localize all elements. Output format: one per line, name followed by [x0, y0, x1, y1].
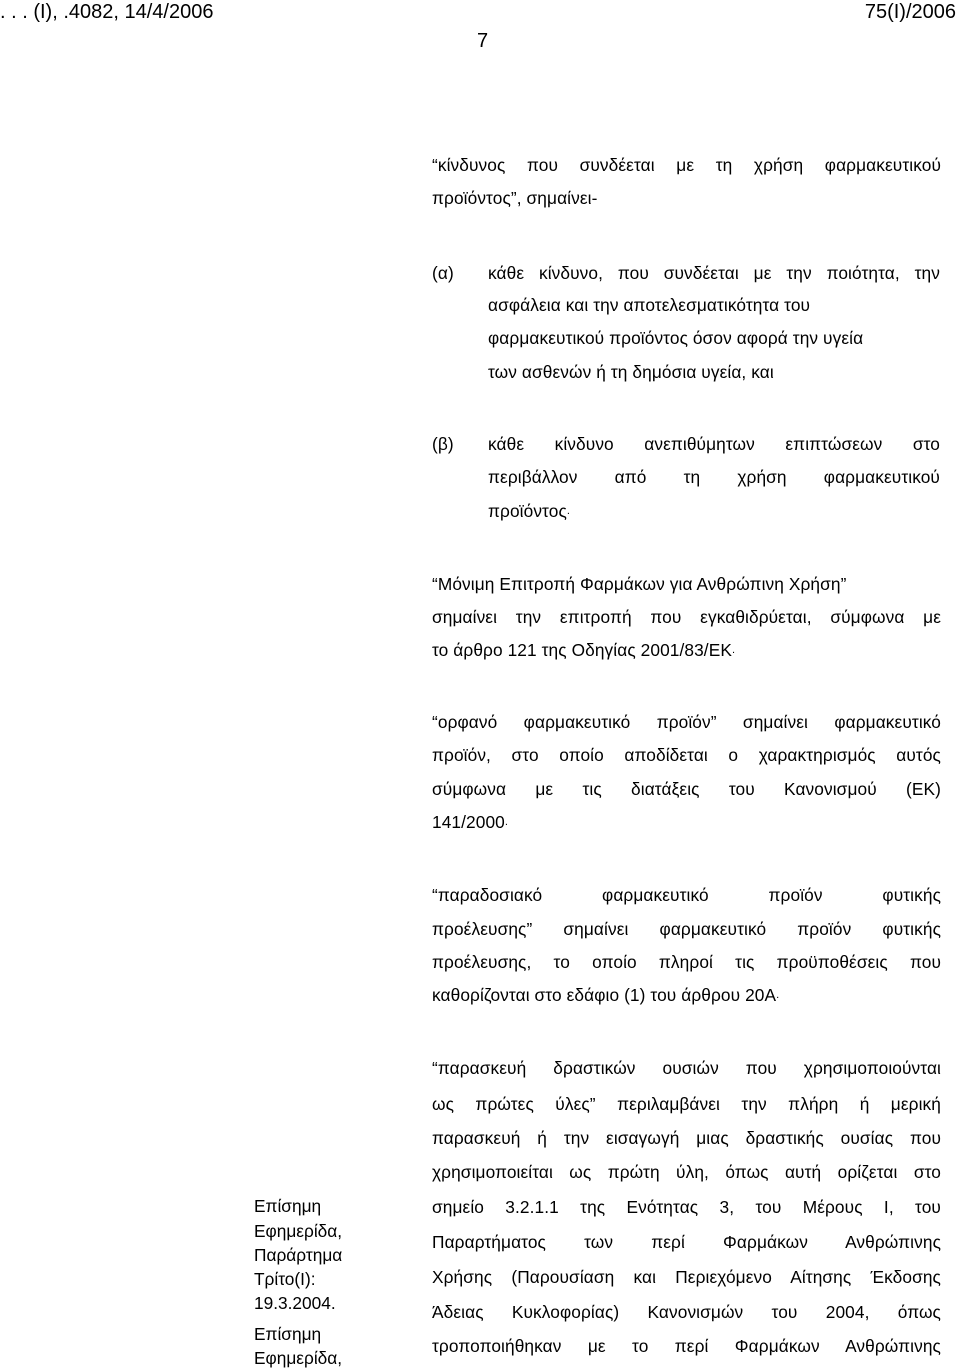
orphan-line-3: σύμφωνα με τις διατάξεις του Κανονισμού (ΕΚ): [432, 779, 941, 799]
risk-definition-line-1: “κίνδυνος που συνδέεται με τη χρήση φαρμακευτικού: [432, 155, 941, 175]
margin-note-line-6: Επίσημη: [254, 1324, 322, 1344]
item-a-line-1: κάθε κίνδυνο, που συνδέεται με την ποιότητα, την: [488, 263, 940, 283]
item-b-line-2: περιβάλλον από τη χρήση φαρμακευτικού: [488, 467, 940, 487]
herbal-line-4: καθορίζονται στο εδάφιο (1) του άρθρου 20Α.: [432, 985, 780, 1005]
active-substances-line-9: τροποποιήθηκαν με το περί Φαρμάκων Ανθρώπινης: [432, 1336, 941, 1356]
item-a-line-4: των ασθενών ή τη δημόσια υγεία, και: [488, 362, 774, 382]
page-number: 7: [477, 30, 489, 52]
committee-line-2: σημαίνει την επιτροπή που εγκαθιδρύεται, σύμφωνα με: [432, 607, 941, 627]
committee-line-1: “Μόνιμη Επιτροπή Φαρμάκων για Ανθρώπινη Χρήση”: [432, 574, 847, 594]
margin-note-line-4: Τρίτο(Ι):: [254, 1269, 316, 1289]
active-substances-line-3: παρασκευή ή την εισαγωγή μιας δραστικής ουσίας που: [432, 1128, 941, 1148]
active-substances-line-1: “παρασκευή δραστικών ουσιών που χρησιμοποιούνται: [432, 1058, 941, 1078]
margin-note-line-3: Παράρτημα: [254, 1245, 343, 1265]
gazette-reference: . . . (Ι), .4082, 14/4/2006: [0, 1, 214, 23]
herbal-line-2: προέλευσης” σημαίνει φαρμακευτικό προϊόν φυτικής: [432, 919, 941, 939]
item-a-line-3: φαρμακευτικού προϊόντος όσον αφορά την υγεία: [488, 328, 864, 348]
active-substances-line-8: Άδειας Κυκλοφορίας) Κανονισμών του 2004, όπως: [432, 1302, 941, 1322]
item-a-line-2: ασφάλεια και την αποτελεσματικότητα του: [488, 295, 811, 315]
active-substances-line-6: Παραρτήματος των περί Φαρμάκων Ανθρώπινης: [432, 1232, 941, 1252]
margin-note-line-5: 19.3.2004.: [254, 1293, 336, 1313]
item-b-line-3: προϊόντος.: [488, 501, 571, 521]
orphan-line-2: προϊόν, στο οποίο αποδίδεται ο χαρακτηρισμός αυτός: [432, 745, 941, 765]
risk-definition-line-2: προϊόντος”, σημαίνει-: [432, 188, 598, 208]
margin-note-line-7: Εφημερίδα,: [254, 1348, 343, 1368]
active-substances-line-4: χρησιμοποιείται ως πρώτη ύλη, όπως αυτή ορίζεται στο: [432, 1162, 941, 1182]
margin-note-line-2: Εφημερίδα,: [254, 1221, 343, 1241]
margin-note-line-1: Επίσημη: [254, 1196, 322, 1216]
item-b-label: (β): [432, 434, 454, 454]
orphan-line-1: “ορφανό φαρμακευτικό προϊόν” σημαίνει φαρμακευτικό: [432, 712, 941, 732]
committee-line-3: το άρθρο 121 της Οδηγίας 2001/83/ΕΚ.: [432, 640, 736, 660]
herbal-line-1: “παραδοσιακό φαρμακευτικό προϊόν φυτικής: [432, 885, 941, 905]
item-b-line-1: κάθε κίνδυνο ανεπιθύμητων επιπτώσεων στο: [488, 434, 940, 454]
herbal-line-3: προέλευσης, το οποίο πληροί τις προϋποθέσεις που: [432, 952, 941, 972]
orphan-line-4: 141/2000.: [432, 812, 509, 832]
law-number: 75(Ι)/2006: [864, 1, 956, 23]
active-substances-line-2: ως πρώτες ύλες” περιλαμβάνει την πλήρη ή μερική: [432, 1094, 941, 1114]
active-substances-line-7: Χρήσης (Παρουσίαση και Περιεχόμενο Αίτησης Έκδοσης: [432, 1267, 941, 1287]
active-substances-line-5: σημείο 3.2.1.1 της Ενότητας 3, του Μέρους Ι, του: [432, 1197, 941, 1217]
item-a-label: (α): [432, 263, 454, 283]
